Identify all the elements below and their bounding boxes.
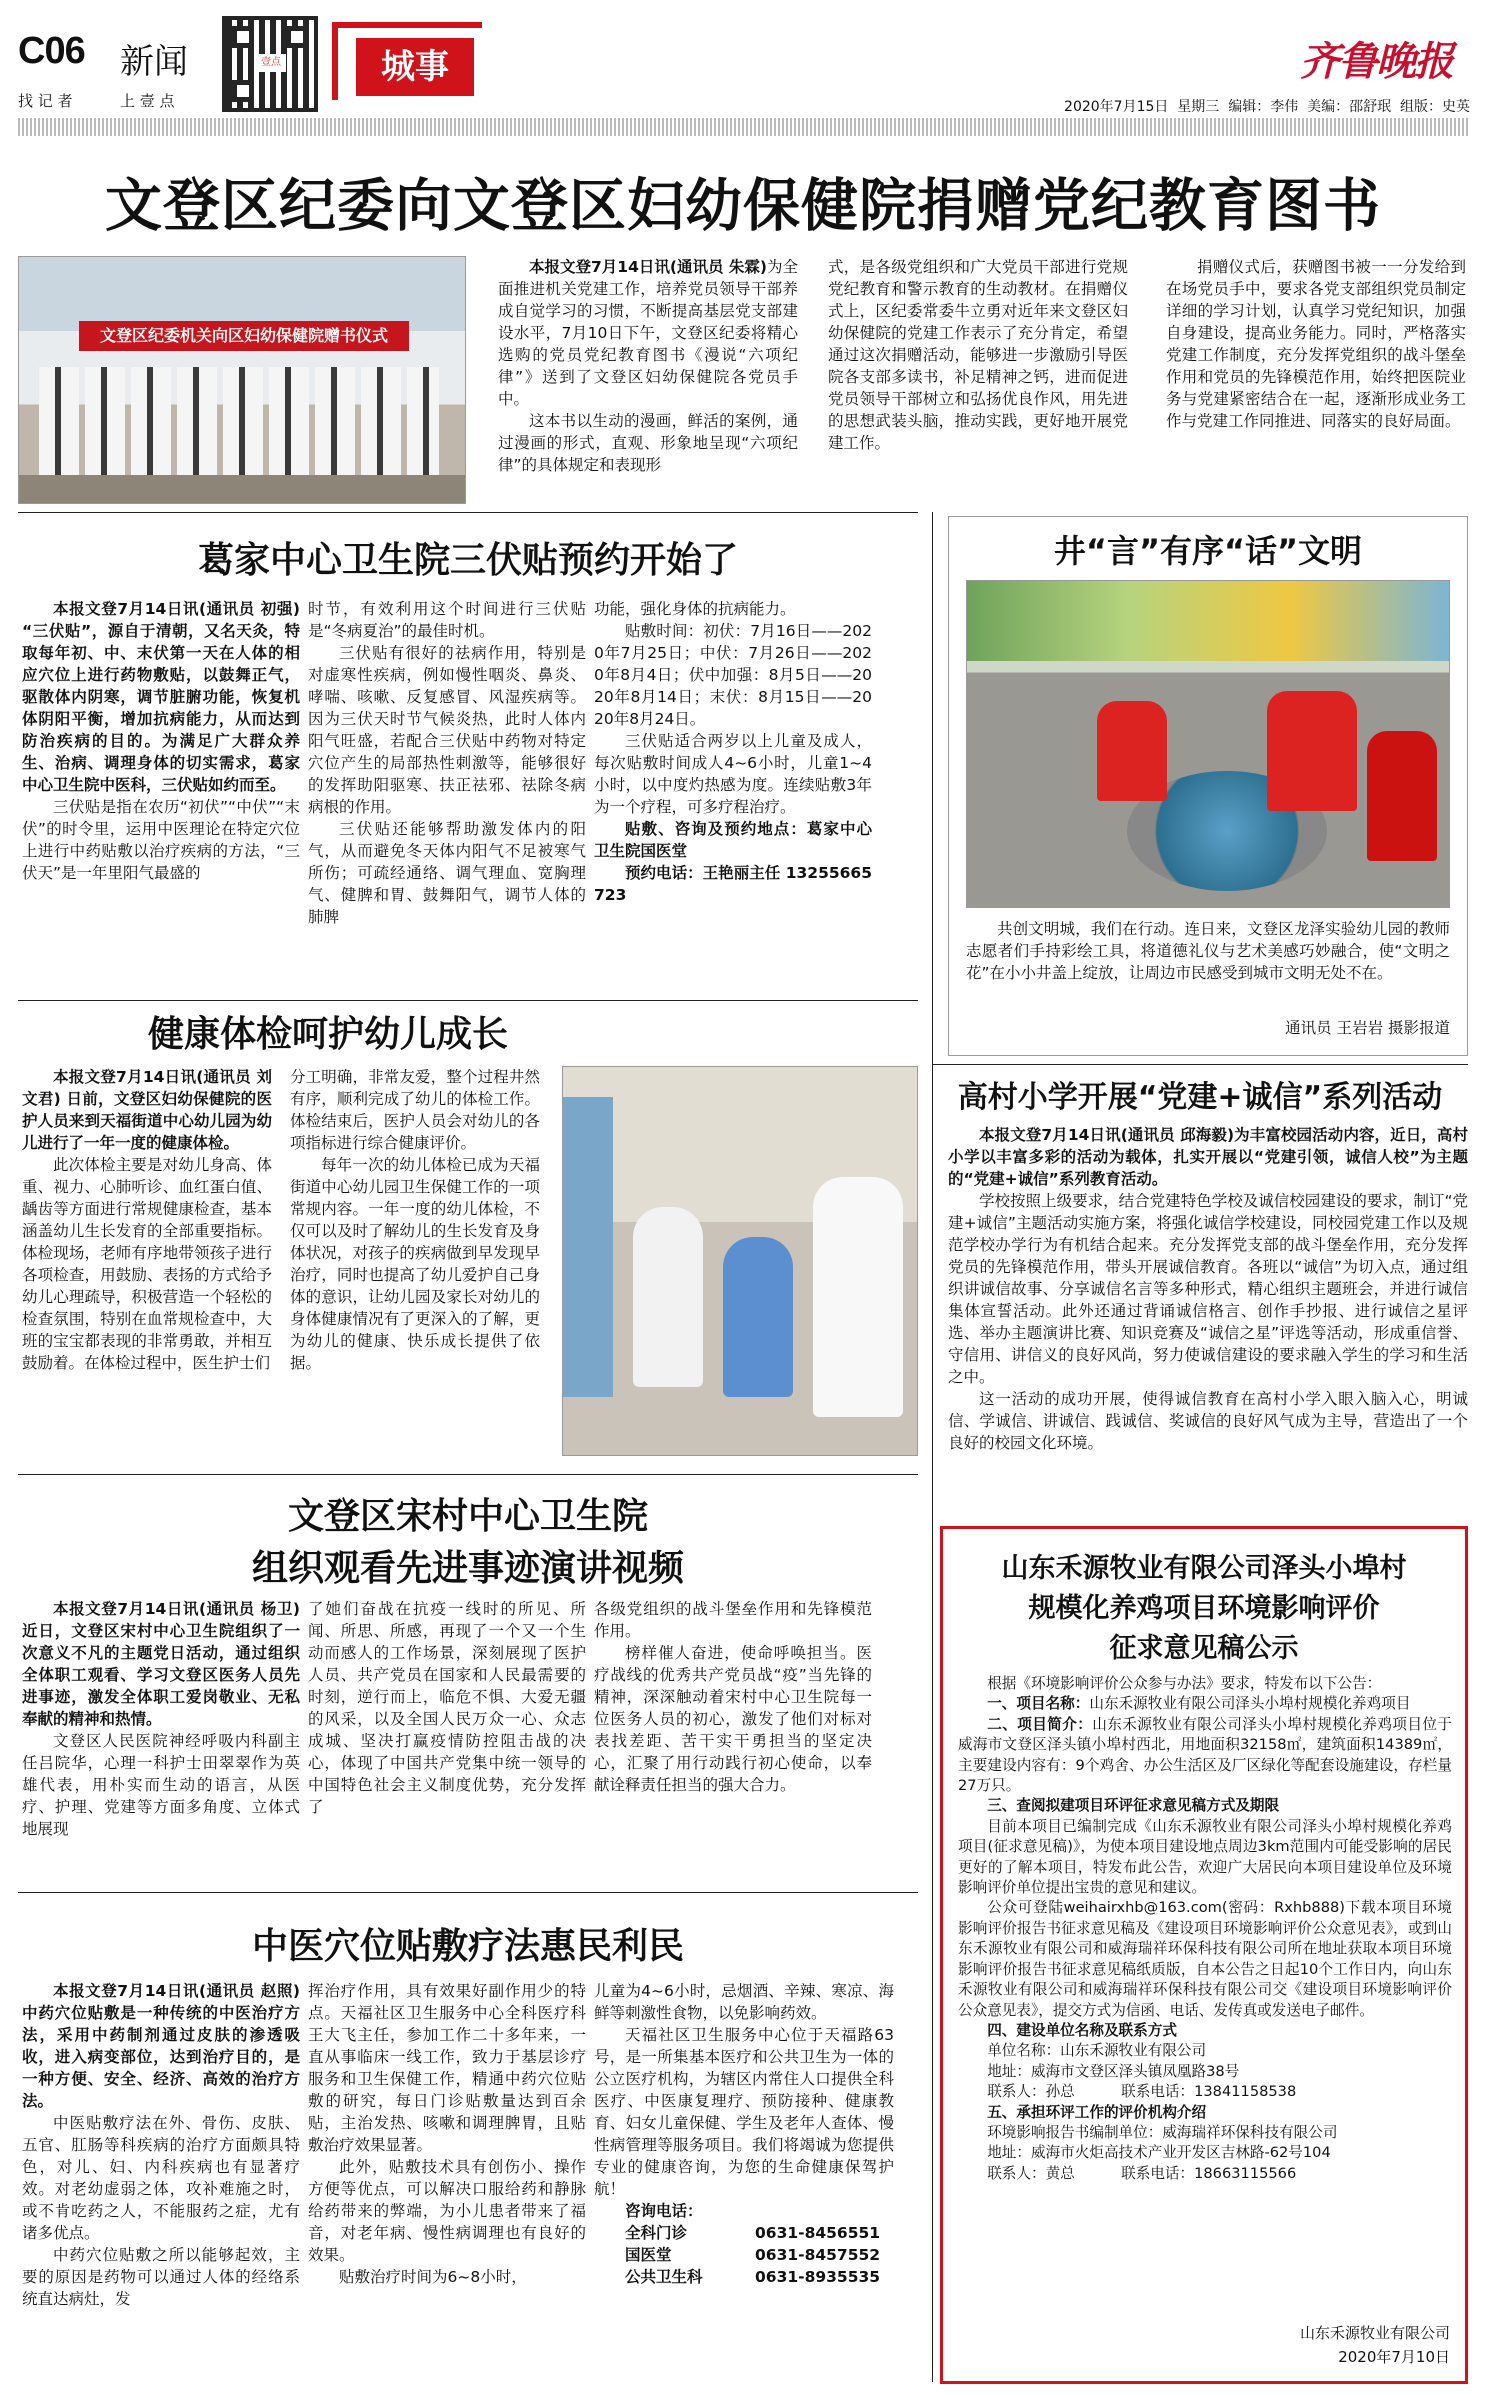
a1-photo: 文登区纪委机关向区妇幼保健院赠书仪式 bbox=[18, 256, 466, 504]
a7-headline-line3: 征求意见稿公示 bbox=[1109, 1633, 1299, 1664]
a7-sign-org: 山东禾源牧业有限公司 bbox=[1299, 2324, 1450, 2342]
a3-photo bbox=[966, 580, 1450, 908]
section-name: 新闻 bbox=[120, 42, 188, 82]
qr-code: 壹点 bbox=[222, 16, 318, 112]
find-reporter-label: 找 记 者 bbox=[18, 92, 73, 110]
channel-tag: 城事 bbox=[356, 38, 474, 96]
contact-list bbox=[594, 2222, 894, 2288]
divider bbox=[932, 1072, 933, 2382]
masthead-logo: 齐鲁晚报 bbox=[1300, 38, 1452, 85]
a1-col1: 本报文登7月14日讯(通讯员 朱霖)为全面推进机关党建工作，培养党员领导干部养成自觉学习的习惯，不断提高基层党支部建设水平，7月10日下午，文登区纪委将精心选购的党员党纪教育图书《漫说“六项纪律”》送到了文登区妇幼保健院各党员手中。 这本书以生动的漫画，鲜活的案例，通过漫画的形式，直观、形象地呈现“六项纪律”的具体规定和表现形 bbox=[498, 258, 798, 474]
contact-phone: 0631-8935535 bbox=[755, 2268, 881, 2286]
a5-body: 本报文登7月14日讯(通讯员 邱海毅)为丰富校园活动内容，近日，高村小学以丰富多彩的活动为载体，扎实开展以“党建引领，诚信人校”为主题的“党建+诚信”系列教育活动。 学校按照上级要求，结合党建特色学校及诚信校园建设的要求，制订“党建+诚信”主题活动实施方案，将强化诚信学校建设，同校园党建工作以及规范学校办学行为有机结合起来。充分发挥党支部的战斗堡垒作用，充分发挥党员的先锋模范作用，带头开展诚信教育。各班以“诚信”为切入点，通过组织讲诚信故事、分享诚信名言等多种形式，精心组织主题班会，并进行诚信集体宣誓活动。此外还通过背诵诚信格言、创作手抄报、进行诚信之星评选、举办主题演讲比赛、知识竞赛及“诚信之星”评选等活动，形成重信誉、守信用、讲信义的良好风尚，努力使诚信建设的要求融入学生的学习和生活之中。 这一活动的成功开展，使得诚信教育在高村小学入眼入脑入心，明诚信、学诚信、讲诚信、践诚信、奖诚信的良好风气成为主导，营造出了一个良好的校园文化环境。 bbox=[948, 1126, 1468, 1452]
a1-col3: 捐赠仪式后，获赠图书被一一分发给到在场党员手中，要求各党支部组织党员制定详细的学习计划，认真学习党纪知识，加强自身建设，提高业务能力。同时，严格落实党建工作制度，充分发挥党组织的战斗堡垒作用和党员的先锋模范作用，始终把医院业务与党建紧密结合在一起，逐渐形成业务工作与党建工作同推进、同落实的良好局面。 bbox=[1166, 258, 1466, 430]
a6-headline-line1: 文登区宋村中心卫生院 bbox=[287, 1496, 648, 1537]
contact-row bbox=[594, 2244, 894, 2266]
a4-headline: 健康体检呵护幼儿成长 bbox=[147, 1014, 508, 1055]
a5-headline: 高村小学开展“党建+诚信”系列活动 bbox=[957, 1080, 1443, 1115]
a8-headline: 中医穴位贴敷疗法惠民利民 bbox=[251, 1926, 684, 1967]
header-rule bbox=[18, 118, 1468, 136]
a4-col1: 本报文登7月14日讯(通讯员 刘文君) 日前，文登区妇幼保健院的医护人员来到天福街道中心幼儿园为幼儿进行了一年一度的健康体检。 此次体检主要是对幼儿身高、体重、视力、心肺听诊、血红蛋白值、龋齿等方面进行常规健康检查，基本涵盖幼儿生长发育的全部重要指标。体检现场，老师有序地带领孩子进行各项检查，用鼓励、表扬的方式给予幼儿心理疏导，积极营造一个轻松的检查氛围，特别在血常规检查中，大班的宝宝都表现的非常勇敢，并相互鼓励着。在体检过程中，医生护士们 bbox=[22, 1068, 272, 1372]
a4-photo bbox=[562, 1066, 918, 1456]
divider bbox=[932, 1064, 1468, 1065]
a7-headline-line1: 山东禾源牧业有限公司泽头小埠村 bbox=[1001, 1553, 1407, 1584]
divider bbox=[18, 1474, 918, 1475]
a8-col1: 本报文登7月14日讯(通讯员 赵照) 中药穴位贴敷是一种传统的中医治疗方法，采用中药制剂通过皮肤的渗透吸收，进入病变部位，达到治疗目的，是一种方便、安全、经济、高效的治疗方法。 中医贴敷疗法在外、骨伤、皮肤、五官、肛肠等科疾病的治疗方面颇具特色，对儿、妇、内科疾病也有显著疗效。对老幼虚弱之体，攻补难施之时，或不肯吃药之人，不能服药之症，尤有诸多优点。 中药穴位贴敷之所以能够起效，主要的原因是药物可以通过人体的经络系统直达病灶，发 bbox=[22, 1982, 300, 2308]
contact-row bbox=[594, 2222, 894, 2244]
a1-col2: 式，是各级党组织和广大党员干部进行党规党纪教育和警示教育的生动教材。在捐赠仪式上，区纪委常委牛立勇对近年来文登区妇幼保健院的党建工作表示了充分肯定，希望通过这次捐赠活动，能够进一步激励引导医院各支部多读书，补足精神之钙，进而促进党员领导干部树立和弘扬优良作风，用先进的思想武装头脑，推动实践，更好地开展党建工作。 bbox=[828, 258, 1128, 452]
divider bbox=[18, 512, 918, 513]
a7-sign-date: 2020年7月10日 bbox=[1338, 2348, 1450, 2366]
a3-credit: 通讯员 王岩岩 摄影报道 bbox=[1285, 1019, 1450, 1037]
shangyidian-label: 上 壹 点 bbox=[120, 92, 175, 110]
contact-label: 公共卫生科 bbox=[625, 2268, 703, 2286]
a6-col3: 各级党组织的战斗堡垒作用和先锋模范作用。 榜样催人奋进，使命呼唤担当。医疗战线的优秀共产党员战“疫”当先锋的精神，深深触动着宋村中心卫生院每一位医务人员的初心，激发了他们对标对表找差距、苦干实干勇担当的坚定决心，汇聚了用行动践行初心使命，以奉献诠释责任担当的强大合力。 bbox=[594, 1600, 872, 1794]
divider bbox=[18, 1892, 918, 1893]
page-code: C06 bbox=[18, 30, 85, 72]
a8-col3: 儿童为4~6小时，忌烟酒、辛辣、寒凉、海鲜等刺激性食物，以免影响药效。 天福社区卫生服务中心位于天福路63号，是一所集基本医疗和公共卫生为一体的公立医疗机构，为辖区内常住人口提供全科医疗、中医康复理疗、预防接种、健康教育、妇女儿童保健、学生及老年人查体、慢性病管理等服务项目。我们将竭诚为您提供专业的健康咨询，为您的生命健康保驾护航！ 咨询电话： 全科门诊 0631-8456551 国医堂 0631-8457552 公共卫生科 0631-8935535 bbox=[594, 1982, 894, 2286]
a8-col2: 挥治疗作用，具有效果好副作用少的特点。天福社区卫生服务中心全科医疗科王大飞主任，参加工作二十多年来，一直从事临床一线工作，致力于基层诊疗服务和卫生保健工作，精通中药穴位贴敷的研究，每日门诊贴敷量达到百余贴，主治发热、咳嗽和调理脾胃，且贴敷治疗效果显著。 此外，贴敷技术具有创伤小、操作方便等优点，可以解决口服给药和静脉给药带来的弊端，为小儿患者带来了福音，对老年病、慢性病调理也有良好的效果。 贴敷治疗时间为6~8小时， bbox=[308, 1982, 586, 2286]
a3-headline: 井“言”有序“话”文明 bbox=[1053, 532, 1363, 570]
a1-headline: 文登区纪委向文登区妇幼保健院捐赠党纪教育图书 bbox=[105, 173, 1381, 239]
a6-headline-line2: 组织观看先进事迹演讲视频 bbox=[251, 1548, 684, 1589]
a6-col2: 了她们奋战在抗疫一线时的所见、所闻、所思、所感，再现了一个又一个生动而感人的工作场景，深刻展现了医护人员、共产党员在国家和人民最需要的时刻，逆行而上，临危不惧、大爱无疆的风采，以及全国人民万众一心、众志成城、坚决打赢疫情防控阻击战的决心，体现了中国共产党集中统一领导的中国特色社会主义制度优势，充分发挥了 bbox=[308, 1600, 586, 1816]
a2-col1: 本报文登7月14日讯(通讯员 初强) “三伏贴”，源自于清朝，又名天灸，特取每年初、中、末伏第一天在人体的相应穴位上进行药物敷贴，以鼓舞正气，驱散体内阴寒，调节脏腑功能，恢复机体阴阳平衡，增加抗病能力，从而达到防治疾病的目的。为满足广大群众养生、治病、调理身体的切实需求，葛家中心卫生院中医科，三伏贴如约而至。 三伏贴是指在农历“初伏”“中伏”“末伏”的时令里，运用中医理论在特定穴位上进行中药贴敷以治疗疾病的方法，“三伏天”是一年里阳气最盛的 bbox=[22, 600, 300, 882]
contact-phone: 0631-8456551 bbox=[755, 2224, 881, 2242]
dateline: 2020年7月15日 星期三 编辑：李伟 美编：邵舒珉 组版：史英 bbox=[1064, 99, 1470, 115]
a4-col2: 分工明确，非常友爱，整个过程井然有序，顺利完成了幼儿的体检工作。体检结束后，医护人员会对幼儿的各项指标进行综合健康评价。 每年一次的幼儿体检已成为天福街道中心幼儿园卫生保健工作的一项常规内容。一年一度的幼儿体检，不仅可以及时了解幼儿的生长发育及身体状况，对孩子的疾病做到早发现早治疗，同时也提高了幼儿爱护自己身体的意识，让幼儿园及家长对幼儿的身体健康情况有了更深入的了解，更为幼儿的健康、快乐成长提供了依据。 bbox=[290, 1068, 540, 1372]
a3-caption: 共创文明城，我们在行动。连日来，文登区龙泽实验幼儿园的教师志愿者们手持彩绘工具，将道德礼仪与艺术美感巧妙融合，使“文明之花”在小小井盖上绽放，让周边市民感受到城市文明无处不在。 bbox=[966, 920, 1450, 982]
divider bbox=[18, 1000, 918, 1001]
divider bbox=[932, 512, 933, 1072]
a2-col3: 功能，强化身体的抗病能力。 贴敷时间：初伏：7月16日——2020年7月25日；中伏：7月26日——2020年8月4日；伏中加强：8月5日——2020年8月14日；末伏：8月15日——2020年8月24日。 三伏贴适合两岁以上儿童及成人，每次贴敷时间成人4~6小时，儿童1~4小时，以中度灼热感为度。连续贴敷3年为一个疗程，可多疗程治疗。 贴敷、咨询及预约地点：葛家中心卫生院国医堂 预约电话：王艳丽主任 13255665723 bbox=[594, 600, 872, 904]
contact-phone: 0631-8457552 bbox=[755, 2246, 881, 2264]
a7-body: 根据《环境影响评价公众参与办法》要求，特发布以下公告： 一、项目名称：山东禾源牧业有限公司泽头小埠村规模化养鸡项目 二、项目简介：山东禾源牧业有限公司泽头小埠村规模化养鸡项目位于威海市文登区泽头镇小埠村西北，用地面积32158㎡，建筑面积14389㎡，主要建设内容有：9个鸡舍、办公生活区及厂区绿化等配套设施建设，存栏量27万只。 三、查阅拟建项目环评征求意见稿方式及期限 目前本项目已编制完成《山东禾源牧业有限公司泽头小埠村规模化养鸡项目(征求意见稿)》，为使本项目建设地点周边3km范围内可能受影响的居民更好的了解本项目，特发布此公告，欢迎广大居民向本项目建设单位及环境影响评价单位提出宝贵的意见和建议。 公众可登陆weihairxhb@163.com(密码：Rxhb888)下载本项目环境影响评价报告书征求意见稿及《建设项目环境影响评价公众意见表》，或到山东禾源牧业有限公司和威海瑞祥环保科技有限公司所在地址获取本项目环境影响评价报告书征求意见稿纸质版，自本公告之日起10个工作日内，向山东禾源牧业有限公司和威海瑞祥环保科技有限公司交《建设项目环境影响评价公众意见表》，提交方式为信函、电话、发传真或发送电子邮件。 四、建设单位名称及联系方式 单位名称：山东禾源牧业有限公司 地址：威海市文登区泽头镇凤凰路38号 联系人：孙总 联系电话：13841158538 五、承担环评工作的评价机构介绍 环境影响报告书编制单位：威海瑞祥环保科技有限公司 地址：威海市火炬高技术产业开发区吉林路-62号104 联系人：黄总 联系电话：18663115566 bbox=[958, 1675, 1452, 2182]
contact-label: 全科门诊 bbox=[625, 2224, 688, 2242]
a6-col1: 本报文登7月14日讯(通讯员 杨卫) 近日，文登区宋村中心卫生院组织了一次意义不凡的主题党日活动，通过组织全体职工观看、学习文登区医务人员先进事迹，激发全体职工爱岗敬业、无私奉献的精神和热情。 文登区人民医院神经呼吸内科副主任吕院华，心理一科护士田翠翠作为英雄代表，用朴实而生动的语言，从医疗、护理、党建等方面多角度、立体式地展现 bbox=[22, 1600, 300, 1838]
a2-col2: 时节，有效利用这个时间进行三伏贴是“冬病夏治”的最佳时机。 三伏贴有很好的祛病作用，特别是对虚寒性疾病，例如慢性咽炎、鼻炎、哮喘、咳嗽、反复感冒、风湿疾病等。因为三伏天时节气候炎热，此时人体内阳气旺盛，若配合三伏贴中药物对特定穴位产生的局部热性刺激等，能够很好的发挥助阳驱寒、扶正祛邪、祛除冬病病根的作用。 三伏贴还能够帮助激发体内的阳气，从而避免冬天体内阳气不足被寒气所伤；可疏经通络、调气理血、宽胸理气、健脾和胃、鼓舞阳气，调节人体的肺脾 bbox=[308, 600, 586, 926]
contact-label: 国医堂 bbox=[625, 2246, 672, 2264]
contact-row bbox=[594, 2266, 894, 2288]
a2-headline: 葛家中心卫生院三伏贴预约开始了 bbox=[197, 540, 738, 581]
a7-headline-line2: 规模化养鸡项目环境影响评价 bbox=[1028, 1593, 1380, 1624]
